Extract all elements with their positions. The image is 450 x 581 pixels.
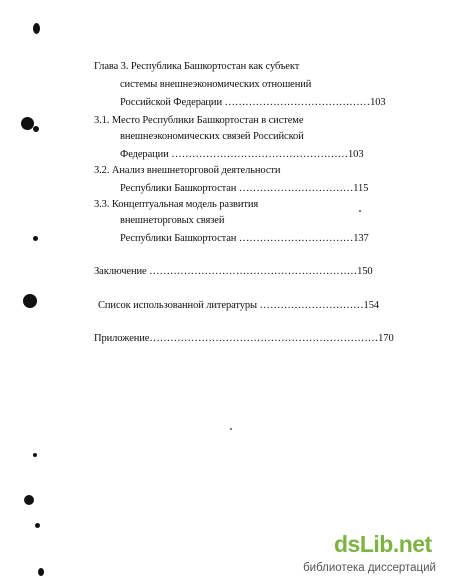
section-3-1-title-cont: внешнеэкономических связей Российской (120, 131, 304, 142)
scan-mark (38, 568, 44, 576)
scan-dot (359, 210, 361, 212)
scan-mark (33, 126, 39, 132)
chapter-3-title-page: Российской Федерации ……………………………………103 (120, 97, 386, 108)
watermark-logo: dsLib.net (334, 531, 432, 557)
scan-mark (33, 453, 37, 457)
section-3-3-title: 3.3. Концептуальная модель развития (94, 199, 259, 210)
section-3-2-title: 3.2. Анализ внешнеторговой деятельности (94, 165, 281, 176)
section-3-2-title-page: Республики Башкортостан ……………………………115 (120, 183, 369, 194)
watermark-subtitle: библиотека диссертаций (303, 562, 436, 574)
scan-mark (23, 294, 37, 308)
chapter-3-title-cont: системы внешнеэкономических отношений (120, 79, 312, 90)
conclusion-entry: Заключение ……………………………………………………150 (94, 266, 373, 277)
scan-mark (35, 523, 40, 528)
scan-mark (33, 23, 40, 34)
scan-mark (33, 236, 38, 241)
references-entry: Список использованной литературы …………………………154 (98, 300, 379, 311)
chapter-3-title: Глава 3. Республика Башкортостан как субъект (94, 61, 300, 72)
section-3-3-title-page: Республики Башкортостан ……………………………137 (120, 233, 369, 244)
section-3-1-title-page: Федерации ……………………………………………103 (120, 149, 364, 160)
scan-mark (24, 495, 34, 505)
scan-dot (230, 428, 232, 430)
section-3-1-title: 3.1. Место Республики Башкортостан в системе (94, 115, 304, 126)
section-3-3-title-cont: внешнеторговых связей (120, 215, 225, 226)
appendix-entry: Приложение…………………………………………………………170 (94, 333, 394, 344)
